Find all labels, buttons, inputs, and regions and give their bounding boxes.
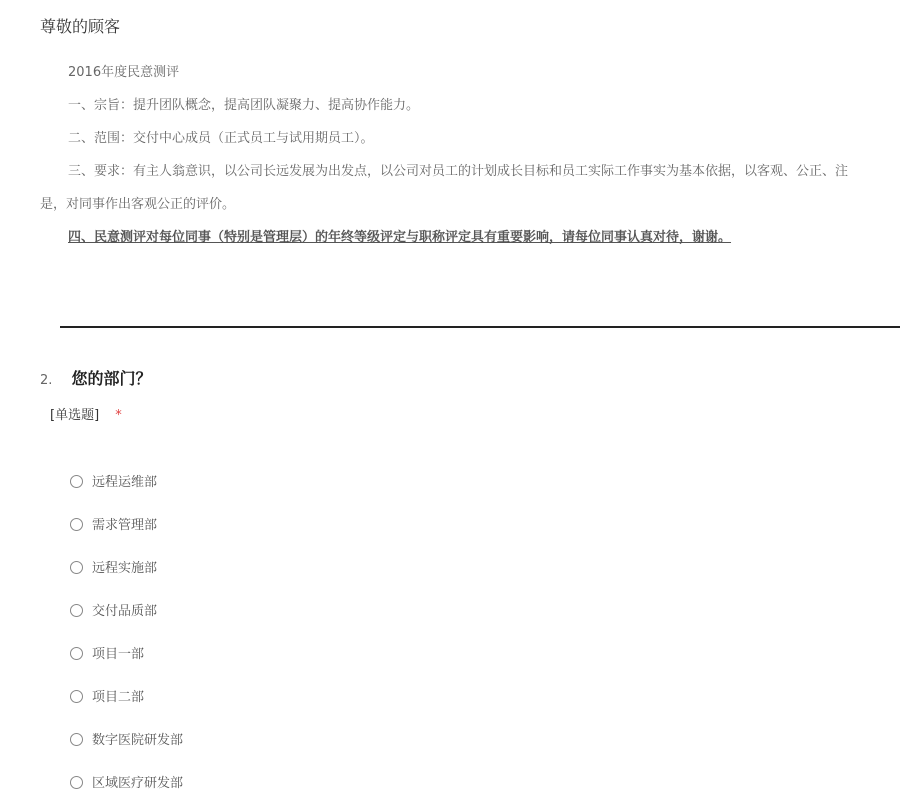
question-title: 您的部门？: [71, 369, 152, 388]
option-item[interactable]: [70, 556, 183, 599]
option-label[interactable]: 项目二部: [92, 690, 145, 705]
option-list: [70, 470, 183, 800]
radio-button[interactable]: [70, 604, 83, 617]
intro-year-line: 2016年度民意测评: [68, 65, 180, 80]
option-item[interactable]: [70, 513, 183, 556]
radio-button[interactable]: [70, 475, 83, 488]
radio-button[interactable]: [70, 733, 83, 746]
greeting-heading: 尊敬的顾客: [40, 17, 121, 36]
radio-button[interactable]: [70, 690, 83, 703]
option-label[interactable]: 项目一部: [92, 647, 145, 662]
question-type-label: [单选题]: [50, 408, 100, 423]
option-label[interactable]: 区域医疗研发部: [92, 776, 184, 791]
radio-button[interactable]: [70, 776, 83, 789]
intro-purpose: 一、宗旨：提升团队概念，提高团队凝聚力、提高协作能力。: [68, 98, 420, 113]
survey-intro: [40, 56, 900, 254]
option-item[interactable]: [70, 642, 183, 685]
question-header: [40, 366, 152, 389]
option-item[interactable]: [70, 685, 183, 728]
question-number: 2.: [40, 373, 53, 388]
radio-button[interactable]: [70, 518, 83, 531]
option-label[interactable]: 远程运维部: [92, 475, 158, 490]
section-divider: [60, 326, 900, 328]
option-item[interactable]: [70, 599, 183, 642]
option-label[interactable]: 交付品质部: [92, 604, 158, 619]
option-label[interactable]: 需求管理部: [92, 518, 158, 533]
option-item[interactable]: [70, 470, 183, 513]
option-item[interactable]: [70, 771, 183, 800]
intro-scope: 二、范围：交付中心成员（正式员工与试用期员工）。: [68, 131, 374, 146]
question-type: [50, 404, 122, 423]
intro-requirement: 三、要求：有主人翁意识，以公司长远发展为出发点，以公司对员工的计划成长目标和员工实际工作事实为基本依据，以客观、公正、注: [68, 164, 849, 179]
required-mark: *: [115, 408, 122, 423]
intro-note: 四、民意测评对每位同事（特别是管理层）的年终等级评定与职称评定具有重要影响，请每位同事认真对待，谢谢。: [68, 230, 732, 245]
radio-button[interactable]: [70, 561, 83, 574]
option-label[interactable]: 数字医院研发部: [92, 733, 184, 748]
option-label[interactable]: 远程实施部: [92, 561, 158, 576]
intro-requirement-continued: 是，对同事作出客观公正的评价。: [40, 197, 236, 212]
option-item[interactable]: [70, 728, 183, 771]
radio-button[interactable]: [70, 647, 83, 660]
